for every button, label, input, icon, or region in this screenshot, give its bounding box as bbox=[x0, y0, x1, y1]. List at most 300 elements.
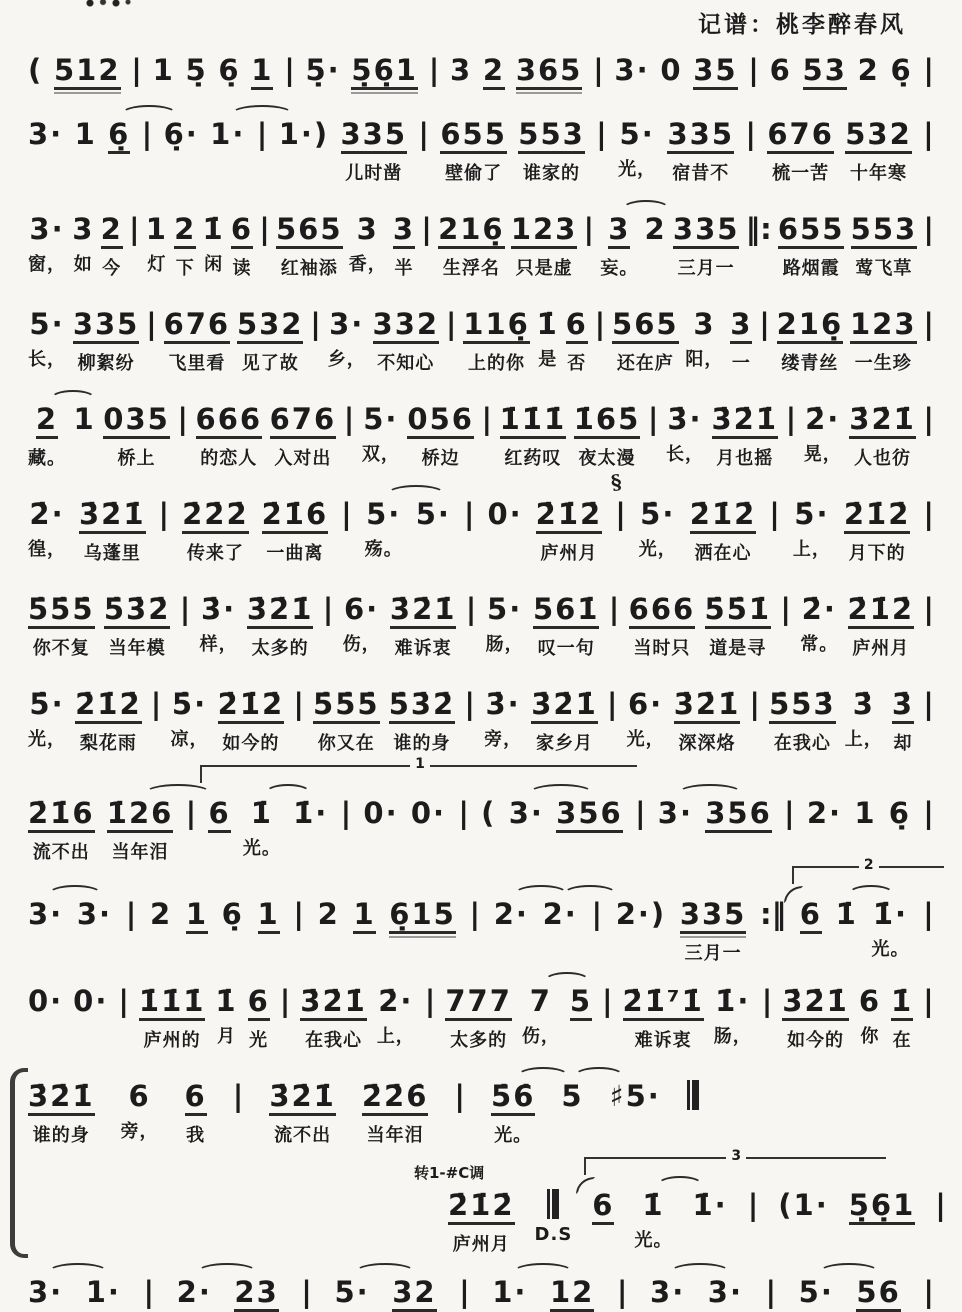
barline bbox=[762, 985, 773, 1017]
lyric: 深深烙 bbox=[678, 733, 736, 754]
note-text: 6̣ bbox=[888, 796, 911, 830]
note-token bbox=[389, 898, 456, 934]
barline bbox=[923, 1276, 934, 1308]
note-text: 356 bbox=[705, 797, 772, 833]
note-text: | bbox=[935, 1188, 946, 1222]
key-change-label: 转1-#C调 bbox=[414, 1164, 485, 1182]
note-token bbox=[486, 593, 524, 656]
note-text: | bbox=[131, 53, 142, 87]
lyric: 光， bbox=[618, 159, 657, 180]
note-text: 1 bbox=[145, 212, 168, 246]
note-token bbox=[234, 1276, 278, 1312]
note-text: 3̇2̇1̇ bbox=[28, 1080, 95, 1116]
note-token bbox=[362, 1080, 429, 1147]
volta-bracket-3 bbox=[584, 1148, 886, 1175]
note-text: 2̇1̇2̇ bbox=[536, 498, 603, 534]
note-text: 777 bbox=[445, 985, 512, 1021]
barline bbox=[923, 54, 934, 86]
note-token bbox=[28, 118, 63, 150]
note-token bbox=[103, 403, 170, 470]
note-token bbox=[150, 898, 172, 930]
note-text: 553 bbox=[851, 213, 918, 249]
lyric: 在我心 bbox=[773, 733, 831, 754]
barline bbox=[464, 688, 475, 720]
note-token bbox=[363, 797, 398, 829]
note-text: 2̇1̇6 bbox=[28, 797, 95, 833]
lyric: 桥边 bbox=[421, 448, 460, 469]
note-token bbox=[891, 985, 913, 1052]
note-text: 2̇1̇⁷1̇ bbox=[623, 985, 704, 1021]
note-text: 2̇1̇2̇ bbox=[848, 593, 915, 629]
note-text: 3̇2̇1̇ bbox=[712, 403, 779, 439]
note-text: 335 bbox=[341, 118, 408, 154]
note-text: | bbox=[923, 984, 934, 1018]
music-line-4 bbox=[28, 292, 934, 375]
note-text: 5̇5̇5̇ bbox=[28, 593, 95, 629]
note-text: 7 bbox=[529, 984, 552, 1018]
note-text: :‖ bbox=[760, 897, 787, 931]
note-text: 676 bbox=[270, 403, 337, 439]
note-text: 5 bbox=[570, 985, 592, 1021]
note-token bbox=[389, 688, 456, 755]
note-token bbox=[658, 797, 693, 829]
note-text: 3 bbox=[608, 213, 630, 249]
note-text: | bbox=[158, 497, 170, 531]
notation-credit: 记谱：桃李醉春风 bbox=[698, 11, 906, 38]
note-text: 335 bbox=[73, 308, 140, 344]
note-text: 6 bbox=[208, 797, 230, 833]
music-line-7 bbox=[28, 577, 934, 660]
note-token bbox=[300, 985, 367, 1052]
note-token bbox=[708, 1276, 743, 1308]
lyric: 一生珍 bbox=[854, 353, 912, 374]
lyric: 当年泪 bbox=[366, 1125, 424, 1146]
note-text bbox=[687, 1080, 699, 1110]
barline bbox=[748, 54, 759, 86]
barline bbox=[923, 898, 934, 930]
note-text: | bbox=[769, 497, 780, 531]
note-token bbox=[28, 593, 95, 660]
note-text: 2̇1̇2̇ bbox=[218, 688, 285, 724]
barline bbox=[923, 985, 934, 1017]
lyric: 光。 bbox=[494, 1125, 533, 1146]
note-text: | bbox=[594, 307, 606, 341]
note-token bbox=[393, 213, 415, 280]
note-text: 1·) bbox=[278, 117, 330, 151]
note-token bbox=[243, 797, 281, 860]
note-text: | bbox=[923, 117, 934, 151]
note-text: | bbox=[310, 307, 321, 341]
barline bbox=[301, 1276, 312, 1308]
note-text: | bbox=[341, 497, 352, 531]
lyric: 在 bbox=[892, 1030, 912, 1051]
lyric: 梳一苦 bbox=[772, 163, 830, 184]
lyric: 我 bbox=[186, 1125, 206, 1146]
lyric: 道是寻 bbox=[709, 638, 767, 659]
lyric: 光。 bbox=[242, 838, 281, 859]
note-text: 6 bbox=[231, 213, 253, 249]
lyric: 殇。 bbox=[364, 539, 403, 560]
lyric: 不知心 bbox=[377, 353, 435, 374]
note-token bbox=[416, 498, 451, 530]
note-text: 1· bbox=[210, 117, 246, 151]
note-token bbox=[799, 857, 874, 934]
note-text: | bbox=[128, 212, 140, 246]
note-text: | bbox=[141, 117, 153, 151]
lyric: 一曲离 bbox=[266, 543, 324, 564]
score bbox=[28, 38, 946, 1312]
note-token bbox=[104, 593, 171, 660]
lyric: 光， bbox=[626, 729, 665, 750]
note-text: 6̣ bbox=[108, 118, 130, 154]
note-text: 0 bbox=[660, 53, 683, 87]
note-text: | bbox=[259, 212, 270, 246]
note-token bbox=[481, 797, 496, 829]
note-token bbox=[202, 213, 224, 276]
note-token bbox=[687, 1080, 699, 1110]
note-token bbox=[28, 1080, 95, 1147]
lyric: 三月一 bbox=[677, 258, 735, 279]
note-text: 1̇26 bbox=[107, 797, 174, 833]
note-text: 35 bbox=[693, 54, 737, 90]
note-token bbox=[171, 688, 209, 751]
note-text: 3̇2̇1̇ bbox=[674, 688, 741, 724]
note-token bbox=[75, 688, 142, 755]
lyric: 红药叹 bbox=[504, 448, 562, 469]
lyric: 上， bbox=[376, 1026, 415, 1047]
note-token bbox=[75, 118, 97, 150]
note-text: 2· bbox=[542, 897, 578, 931]
note-text: 565 bbox=[276, 213, 343, 249]
note-token bbox=[28, 797, 95, 864]
note-text: 2̇1̇6̇ bbox=[262, 498, 329, 534]
note-token bbox=[182, 498, 249, 565]
note-text: 5̇· bbox=[640, 497, 676, 531]
note-token bbox=[693, 54, 737, 90]
note-text: 5̣· bbox=[305, 53, 341, 87]
barline bbox=[421, 213, 432, 245]
note-token bbox=[77, 898, 112, 930]
note-token bbox=[306, 54, 341, 86]
note-text: 3· bbox=[650, 1275, 686, 1309]
note-text: 2̇· bbox=[801, 592, 837, 626]
note-token bbox=[411, 797, 446, 829]
lyric: 传来了 bbox=[186, 543, 244, 564]
note-text: | bbox=[749, 687, 760, 721]
note-token bbox=[491, 1080, 535, 1147]
lyric: 晃， bbox=[803, 444, 842, 465]
note-text: 2· bbox=[176, 1275, 212, 1309]
barline bbox=[923, 403, 934, 435]
note-text: 5̇· bbox=[794, 497, 830, 531]
note-text: 1̇65̇ bbox=[574, 403, 641, 439]
lyric: 长， bbox=[28, 349, 66, 370]
note-text: 3̇ bbox=[852, 687, 875, 721]
note-text: | bbox=[923, 687, 934, 721]
note-text: | bbox=[143, 1275, 155, 1309]
note-text: 5· bbox=[363, 402, 399, 436]
note-text: ( bbox=[481, 796, 497, 830]
note-token bbox=[592, 1148, 742, 1225]
note-text: | bbox=[301, 1275, 312, 1309]
note-text: | bbox=[923, 796, 934, 830]
note-text: 3· bbox=[508, 796, 544, 830]
note-text: 0· bbox=[363, 796, 399, 830]
barline bbox=[609, 469, 626, 531]
music-line-1 bbox=[28, 38, 934, 90]
note-token bbox=[714, 985, 752, 1048]
note-text: 1̇ bbox=[835, 897, 858, 931]
note-token bbox=[856, 1276, 900, 1312]
note-text: | bbox=[428, 53, 440, 87]
note-token bbox=[414, 1164, 515, 1256]
note-text: 6̣· bbox=[163, 117, 199, 151]
music-line-14 bbox=[28, 1260, 934, 1312]
note-text: 1· bbox=[85, 1275, 121, 1309]
note-text: | bbox=[591, 897, 603, 931]
note-text: | bbox=[923, 1275, 934, 1309]
note-text: 6· bbox=[628, 687, 664, 721]
note-text: 1̇ bbox=[642, 1188, 665, 1222]
note-token bbox=[667, 118, 734, 185]
barline bbox=[341, 797, 352, 829]
note-token bbox=[777, 308, 844, 375]
lyric: 缕青丝 bbox=[781, 353, 839, 374]
note-text: 6̣15 bbox=[389, 898, 456, 934]
note-token bbox=[634, 1189, 672, 1252]
barline bbox=[144, 1276, 155, 1308]
lyric: 叹一句 bbox=[537, 638, 595, 659]
note-token bbox=[518, 118, 585, 185]
lyric: 你又在 bbox=[317, 733, 375, 754]
lyric: 半 bbox=[394, 258, 414, 279]
note-token bbox=[639, 498, 677, 561]
note-text: 2̇2̇6̇ bbox=[362, 1080, 429, 1116]
barline bbox=[745, 118, 756, 150]
lyric: 香， bbox=[348, 254, 387, 275]
note-text: | bbox=[608, 592, 620, 626]
barline bbox=[607, 688, 618, 720]
note-text: 3 bbox=[393, 213, 415, 249]
lyric: 洒在心 bbox=[694, 543, 752, 564]
note-text: 6̣ bbox=[221, 897, 244, 931]
note-text: | bbox=[458, 796, 469, 830]
lyric: 光。 bbox=[634, 1230, 673, 1251]
note-text: | bbox=[923, 53, 934, 87]
note-text: 3̇· bbox=[485, 687, 521, 721]
note-text: 2̇· bbox=[805, 402, 841, 436]
note-text: 3̇2̇1̇ bbox=[79, 498, 146, 534]
lyric: 读 bbox=[232, 258, 252, 279]
note-token bbox=[535, 1189, 573, 1245]
note-token bbox=[121, 1080, 159, 1143]
lyric: 上， bbox=[844, 729, 883, 750]
note-token bbox=[566, 308, 588, 375]
music-line-2 bbox=[28, 102, 934, 185]
music-line-5 bbox=[28, 387, 934, 470]
note-token bbox=[343, 593, 381, 656]
lyric: 庐州月 bbox=[852, 638, 910, 659]
note-text: | bbox=[759, 307, 770, 341]
barline bbox=[593, 54, 604, 86]
note-token bbox=[334, 1276, 369, 1308]
note-token bbox=[769, 688, 836, 755]
note-text: 2̇1̇2̇ bbox=[448, 1189, 515, 1225]
music-line-10 bbox=[28, 857, 934, 965]
barline bbox=[923, 118, 934, 150]
lyric: 难诉衷 bbox=[394, 638, 452, 659]
barline bbox=[418, 118, 429, 150]
note-token bbox=[851, 213, 918, 280]
note-text: 3· bbox=[28, 897, 64, 931]
lyric: 双， bbox=[361, 444, 400, 465]
note-token bbox=[509, 797, 544, 829]
lyric: 样， bbox=[199, 634, 238, 655]
note-text: 3· bbox=[657, 796, 693, 830]
note-token bbox=[28, 985, 63, 1017]
note-token bbox=[73, 308, 140, 375]
note-text: 2 bbox=[149, 897, 173, 931]
barline bbox=[780, 593, 791, 625]
note-text: ( bbox=[28, 53, 44, 87]
note-text: 6 bbox=[566, 308, 588, 344]
note-text: | bbox=[647, 402, 659, 436]
note-text: | bbox=[424, 984, 436, 1018]
lyric: 伤， bbox=[342, 634, 381, 655]
note-token bbox=[533, 593, 600, 660]
barline bbox=[469, 898, 480, 930]
note-text: | bbox=[293, 687, 304, 721]
barline bbox=[293, 898, 304, 930]
note-text: ♯5· bbox=[609, 1079, 661, 1113]
note-token bbox=[854, 797, 876, 829]
note-text: 5̇6̇ bbox=[491, 1080, 535, 1116]
barline bbox=[749, 688, 760, 720]
barline bbox=[466, 593, 477, 625]
lyric: 旁， bbox=[484, 729, 523, 750]
note-token bbox=[28, 498, 66, 561]
note-token bbox=[660, 54, 682, 86]
barline bbox=[159, 498, 170, 530]
lyric: 否 bbox=[567, 353, 587, 374]
lyric: 一 bbox=[731, 353, 751, 374]
note-token bbox=[392, 1276, 436, 1312]
note-text: 3̇· bbox=[667, 402, 703, 436]
note-token bbox=[237, 308, 304, 375]
barline bbox=[635, 797, 646, 829]
note-token bbox=[629, 593, 696, 660]
barline bbox=[429, 54, 440, 86]
note-text: 3̇2̇1̇ bbox=[849, 403, 916, 439]
note-text: 335 bbox=[680, 898, 747, 934]
barline bbox=[784, 797, 795, 829]
note-text: | bbox=[601, 984, 613, 1018]
note-text: 553 bbox=[518, 118, 585, 154]
note-text: | bbox=[464, 687, 475, 721]
note-token bbox=[705, 797, 772, 833]
lyric: 如今的 bbox=[787, 1030, 845, 1051]
lyric: 如 bbox=[73, 254, 93, 275]
note-text: | bbox=[469, 897, 481, 931]
lyric: 当时只 bbox=[633, 638, 691, 659]
barline bbox=[454, 1080, 465, 1112]
note-token bbox=[516, 54, 583, 90]
lyric: 你不复 bbox=[32, 638, 90, 659]
barline bbox=[131, 54, 142, 86]
note-token bbox=[536, 498, 603, 565]
barline bbox=[786, 403, 797, 435]
lyric: 宿昔不 bbox=[672, 163, 730, 184]
note-token bbox=[692, 1189, 727, 1221]
note-token bbox=[28, 1276, 63, 1308]
note-text: 561̇ bbox=[533, 593, 600, 629]
note-text: 6̣ bbox=[890, 53, 913, 87]
note-text: 1 bbox=[74, 117, 97, 151]
barline bbox=[935, 1189, 946, 1221]
lyric: 当年泪 bbox=[111, 842, 169, 863]
note-text: 2 bbox=[36, 403, 58, 439]
barline bbox=[759, 308, 770, 340]
note-token bbox=[107, 797, 174, 864]
music-line-3 bbox=[28, 197, 934, 280]
note-text: 1 bbox=[73, 402, 96, 436]
note-text: | bbox=[459, 1275, 470, 1309]
note-text: | bbox=[634, 796, 646, 830]
note-text: 6̣ bbox=[218, 53, 241, 87]
note-text: 2 bbox=[644, 212, 667, 246]
note-text: 1̇· bbox=[715, 984, 751, 1018]
note-text: | bbox=[923, 497, 934, 531]
lyric: 光 bbox=[249, 1030, 269, 1051]
lyric: 今 bbox=[102, 258, 122, 279]
note-text: 1 bbox=[258, 898, 280, 934]
music-line-11 bbox=[28, 969, 934, 1052]
note-token bbox=[891, 54, 913, 86]
note-token bbox=[487, 498, 522, 530]
cutoff-title-fragment bbox=[84, 0, 140, 10]
note-text: 123 bbox=[511, 213, 578, 249]
barline bbox=[596, 118, 607, 150]
note-text: | bbox=[923, 897, 934, 931]
barline bbox=[146, 308, 157, 340]
lyric: 下 bbox=[175, 258, 195, 279]
note-text: | bbox=[481, 402, 493, 436]
note-token bbox=[627, 688, 665, 751]
barline bbox=[609, 593, 620, 625]
note-token bbox=[463, 308, 530, 375]
lyric: 光， bbox=[28, 729, 66, 750]
note-text: | bbox=[616, 1275, 628, 1309]
note-text: 3̇2̇1̇ bbox=[782, 985, 849, 1021]
note-token bbox=[365, 498, 403, 561]
note-text: 5· bbox=[798, 1275, 834, 1309]
note-text: | bbox=[923, 402, 934, 436]
barline bbox=[425, 985, 436, 1017]
note-token bbox=[200, 593, 238, 656]
note-token bbox=[666, 403, 704, 466]
note-text: 2̇1̇2̇ bbox=[75, 688, 142, 724]
note-text: 6 bbox=[248, 985, 270, 1021]
lyric: 儿时凿 bbox=[345, 163, 403, 184]
lyric: D.S bbox=[534, 1224, 573, 1245]
barline bbox=[186, 797, 197, 829]
volta-label: 3 bbox=[726, 1149, 746, 1163]
note-token bbox=[543, 898, 578, 930]
note-text: 1̇ bbox=[891, 985, 913, 1021]
note-token bbox=[28, 308, 66, 371]
lyric: 路烟霞 bbox=[782, 258, 840, 279]
note-token bbox=[79, 498, 146, 565]
